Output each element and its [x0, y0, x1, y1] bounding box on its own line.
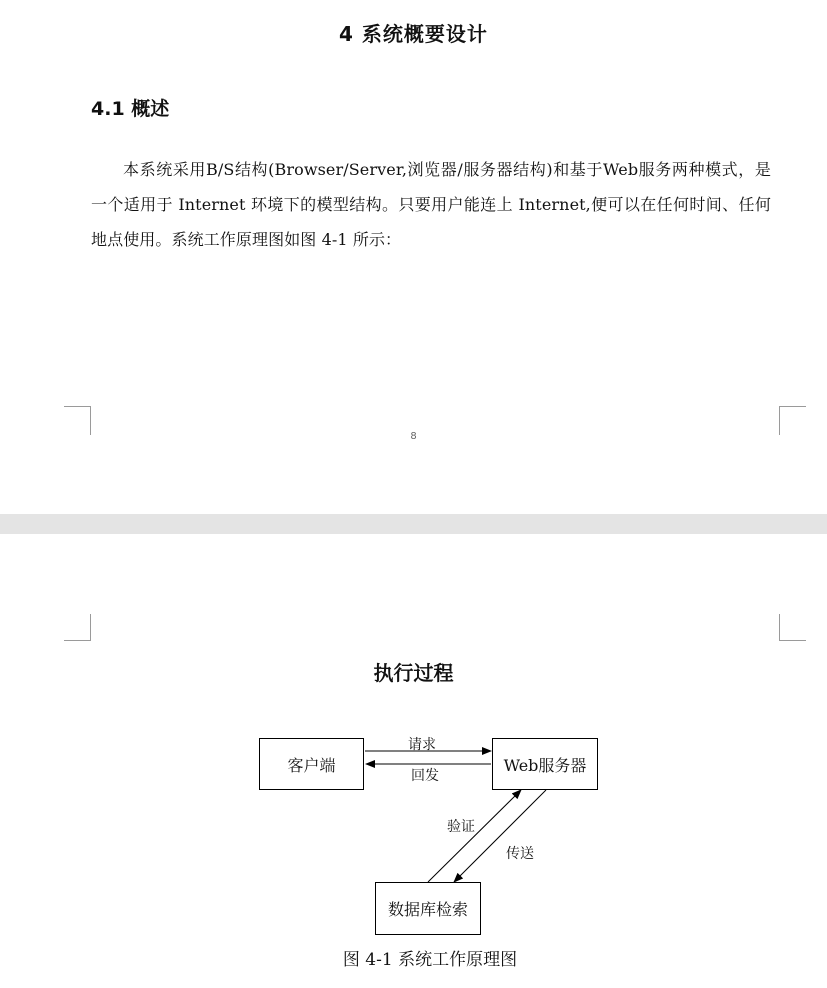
page-number: 8	[410, 431, 417, 442]
database-node	[375, 882, 481, 935]
web-server-node-label: Web服务器	[503, 755, 587, 775]
transfer-label: 传送	[506, 846, 534, 862]
figure-heading: 执行过程	[373, 661, 454, 685]
transfer-arrow	[454, 790, 546, 882]
chapter-title: 4 系统概要设计	[339, 22, 488, 46]
client-node	[259, 738, 364, 790]
section-title: 4.1 概述	[91, 98, 170, 120]
verify-arrow	[428, 790, 521, 882]
web-server-node	[492, 738, 598, 790]
verify-label: 验证	[447, 819, 475, 835]
client-node-label: 客户端	[287, 755, 336, 775]
body-paragraph: 本系统采用B/S结构(Browser/Server,浏览器/服务器结构)和基于Web服务两种模式，是一个适用于 Internet 环境下的模型结构。只要用户能连上 Internet,便可以在任何时间、任何地点使用。系统工作原理图如图 4-1 所示：	[91, 160, 771, 249]
request-label: 请求	[408, 737, 436, 753]
database-node-label: 数据库检索	[387, 900, 468, 919]
figure-caption: 图 4-1 系统工作原理图	[342, 950, 518, 970]
reply-label: 回发	[411, 768, 439, 784]
